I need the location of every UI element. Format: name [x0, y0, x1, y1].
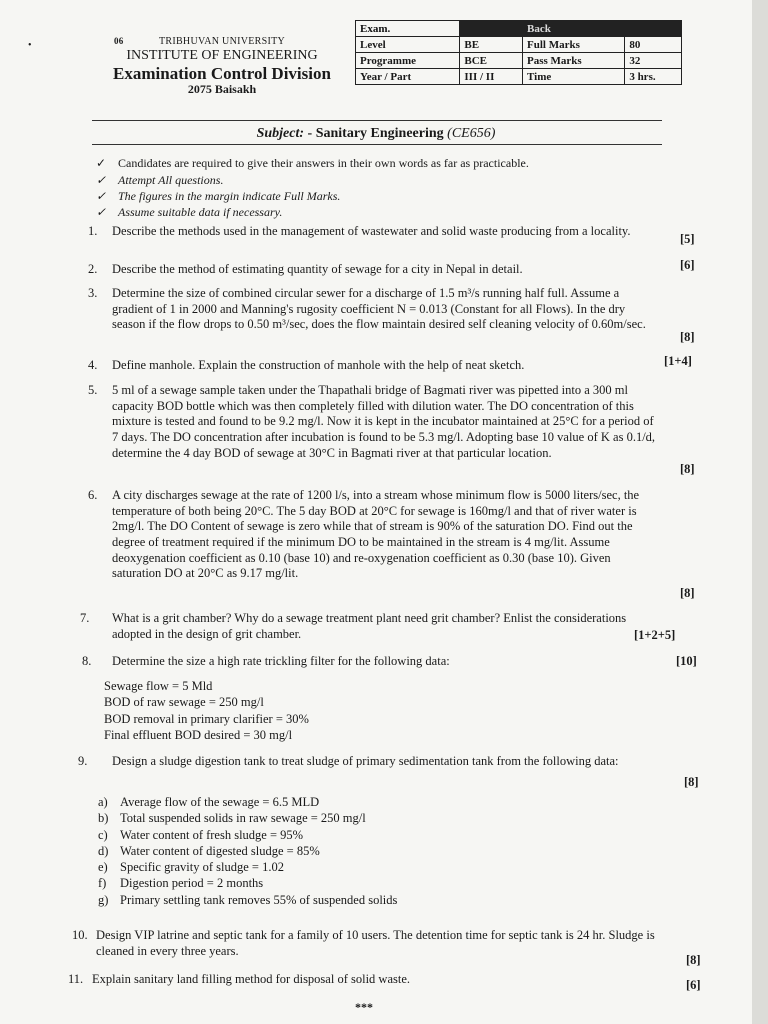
table-row: Programme BCE Pass Marks 32 [356, 53, 682, 69]
divider [92, 120, 662, 121]
list-item: Sewage flow = 5 Mld [104, 679, 213, 693]
question-9: 9. Design a sludge digestion tank to treat sludge of primary sedimentation tank from the following data: [78, 754, 619, 768]
question-marks: [8] [684, 775, 699, 789]
question-1: 1. Describe the methods used in the management of wastewater and solid waste producing from a locality. [88, 224, 631, 238]
question-marks: [1+2+5] [634, 628, 676, 642]
question-10: 10. Design VIP latrine and septic tank for a family of 10 users. The detention time for septic tank is 24 hr. Sludge is cleaned in every three years. [72, 928, 655, 958]
check-icon: ✓ [96, 156, 107, 170]
university-name: TRIBHUVAN UNIVERSITY [158, 36, 286, 47]
exam-info-table [355, 20, 682, 85]
table-row: Level BE Full Marks 80 [356, 37, 682, 53]
question-marks: [8] [680, 462, 695, 476]
subject-line: Subject: - Sanitary Engineering (CE656) [256, 126, 496, 141]
question-4: 4. Define manhole. Explain the construction of manhole with the help of neat sketch. [88, 358, 525, 372]
q9-data-list [98, 794, 397, 908]
question-7: 7. What is a grit chamber? Why do a sewage treatment plant need grit chamber? Enlist the considerations adopted in the design of grit chamber. [80, 611, 627, 641]
list-item: f) Digestion period = 2 months [98, 876, 264, 891]
list-item: g) Primary settling tank removes 55% of suspended solids [98, 892, 398, 907]
list-item: e) Specific gravity of sludge = 1.02 [98, 860, 284, 874]
q8-data-list [104, 678, 309, 743]
end-marker: *** [355, 1000, 373, 1014]
divider [92, 144, 662, 145]
question-marks: [5] [680, 232, 695, 246]
question-2: 2. Describe the method of estimating quantity of sewage for a city in Nepal in detail. [88, 262, 523, 276]
check-icon: ✓ [96, 173, 107, 187]
question-marks: [8] [680, 330, 695, 344]
list-item: BOD of raw sewage = 250 mg/l [104, 695, 264, 710]
instruction-item: ✓ Assume suitable data if necessary. [96, 205, 283, 219]
question-marks: [8] [680, 586, 695, 600]
question-6: 6. A city discharges sewage at the rate of 1200 l/s, into a stream whose minimum flow is 5000 liters/sec, the temperature of both being 20°C. The 5 day BOD at 20°C for sewage is 160mg/l and that of river water is 2mg/l. The DO Content of sewage is zero while that of stream is 90% of the saturation DO. Find out the degree of treatment required if the minimum DO to be maintained in the stream is 4 mg/lit. Assume deoxygenation coefficient as 0.10 (base 10) and re-oxygenation coefficient as 0.30 (base 10). Given saturation DO at 20°C as 9.17 mg/lit. [88, 488, 640, 581]
list-item: d) Water content of digested sludge = 85% [98, 843, 320, 858]
list-item: Final effluent BOD desired = 30 mg/l [104, 727, 293, 742]
list-item: c) Water content of fresh sludge = 95% [98, 827, 304, 842]
question-11: 11. Explain sanitary land filling method for disposal of solid waste. [68, 972, 410, 986]
question-marks: [8] [686, 953, 701, 967]
exam-session: 2075 Baisakh [187, 82, 257, 97]
division-name: Examination Control Division [113, 63, 331, 83]
institute-name: INSTITUTE OF ENGINEERING [126, 47, 318, 63]
instruction-item: ✓ Attempt All questions. [96, 173, 224, 187]
instruction-item: ✓ The figures in the margin indicate Full Marks. [96, 189, 341, 203]
table-row: Year / Part III / II Time 3 hrs. [356, 69, 682, 85]
question-8: 8. Determine the size a high rate trickling filter for the following data: [82, 654, 450, 668]
question-marks: [10] [676, 654, 697, 668]
paper-code: 06 [114, 36, 124, 46]
question-marks: [6] [680, 258, 695, 272]
question-3: 3. Determine the size of combined circular sewer for a discharge of 1.5 m³/s running half full. Assume a gradient of 1 in 2000 and Manning's rugosity coefficient N = 0.013 (Constant for all Flows). In the dry season if the flow drops to 0.50 m³/sec, does the flow maintain desired self cleaning velocity of 0.60m/sec. [88, 286, 646, 332]
instruction-item: ✓ Candidates are required to give their answers in their own words as far as practicable. [96, 156, 529, 170]
table-row: Exam. Back [356, 21, 682, 37]
check-icon: ✓ [96, 189, 107, 203]
question-marks: [6] [686, 978, 701, 992]
list-item: BOD removal in primary clarifier = 30% [104, 711, 309, 726]
question-5: 5. 5 ml of a sewage sample taken under the Thapathali bridge of Bagmati river was pipetted into a 300 ml capacity BOD bottle which was then completely filled with dilution water. The DO concentration of this mixture is tested and found to be 9.2 mg/l. Now it is kept in the incubator maintained at 25°C for a period of 7 days. The DO concentration after incubation is found to be 5.3 mg/l. Adopting base 10 value of K as 0.1/d, determine the 4 day BOD of sewage at 30°C in Bagmati river at that particular location. [88, 383, 656, 460]
question-marks: [1+4] [664, 354, 692, 368]
list-item: a) Average flow of the sewage = 6.5 MLD [98, 795, 320, 809]
check-icon: ✓ [96, 205, 107, 219]
institution-header [92, 36, 352, 97]
page-edge [752, 0, 768, 1024]
exam-paper: • 06 TRIBHUVAN UNIVERSITY INSTITUTE OF ENGINEERING Examination Control Division 2075 Baisakh Exam. Back Level BE Full Marks 80 Programme BCE Pass Marks 32 Year / Part III / II Time 3 hrs. Subject: - Sanitary Engineering (CE656) ✓ Candidates are required to give their answers in their own words as far as practicable. ✓ Attempt All questions. ✓ The figures in the margin indicate Full Marks. ✓ Assume suitable data if necessary. 1. Describe the methods used in the management of wastewater and solid waste producing from a locality. [5] 2. Describe the method of estimating quantity of sewage for a city in Nepal in detail. [6] 3. Determine the size of combined circular sewer for a discharge of 1.5 m³/s running half full. Assume a gradient of 1 in 2000 and Manning's rugosity coefficient N = 0.013 (Constant for all Flows). In the dry season if the flow drops to 0.50 m³/sec, does the flow maintain desired self cleaning velocity of 0.60m/sec. [8] 4. Define manhole. Explain the construction of manhole with the help of neat sketch. [1+4] 5. 5 ml of a sewage sample taken under the Thapathali bridge of Bagmati river was pipetted into a 300 ml capacity BOD bottle which was then completely filled with dilution water. The DO concentration of this mixture is tested and found to be 9.2 mg/l. Now it is kept in the incubator maintained at 25°C for a period of 7 days. The DO concentration after incubation is found to be 5.3 mg/l. Adopting base 10 value of K as 0.1/d, determine the 4 day BOD of sewage at 30°C in Bagmati river at that particular location. [8] 6. A city discharges sewage at the rate of 1200 l/s, into a stream whose minimum flow is 5000 liters/sec, the temperature of both being 20°C. The 5 day BOD at 20°C for sewage is 160mg/l and that of river water is 2mg/l. The DO Content of sewage is zero while that of stream is 90% of the saturation DO. Find out the degree of treatment required if the minimum DO to be maintained in the stream is 4 mg/lit. Assume deoxygenation coefficient as 0.10 (base 10) and re-oxygenation coefficient as 0.30 (base 10). Given saturation DO at 20°C as 9.17 mg/lit. [8] 7. What is a grit chamber? Why do a sewage treatment plant need grit chamber? Enlist the considerations adopted in the design of grit chamber. [1+2+5] 8. Determine the size a high rate trickling filter for the following data: [10] Sewage flow = 5 Mld BOD of raw sewage = 250 mg/l BOD removal in primary clarifier = 30% Final effluent BOD desired = 30 mg/l 9. Design a sludge digestion tank to treat sludge of primary sedimentation tank from the following data: [8] a) Average flow of the sewage = 6.5 MLD b) Total suspended solids in raw sewage = 250 mg/l c) Water content of fresh sludge = 95% d) Water content of digested sludge = 85% e) Specific gravity of sludge = 1.02 f) Digestion period = 2 months g) Primary settling tank removes 55% of suspended solids 10. Design VIP latrine and septic tank for a family of 10 users. The detention time for septic tank is 24 hr. Sludge is cleaned in every three years. [8] 11. Explain sanitary land filling method for disposal of solid waste. [6] *** [0, 0, 752, 1024]
list-item: b) Total suspended solids in raw sewage = 250 mg/l [98, 811, 366, 826]
